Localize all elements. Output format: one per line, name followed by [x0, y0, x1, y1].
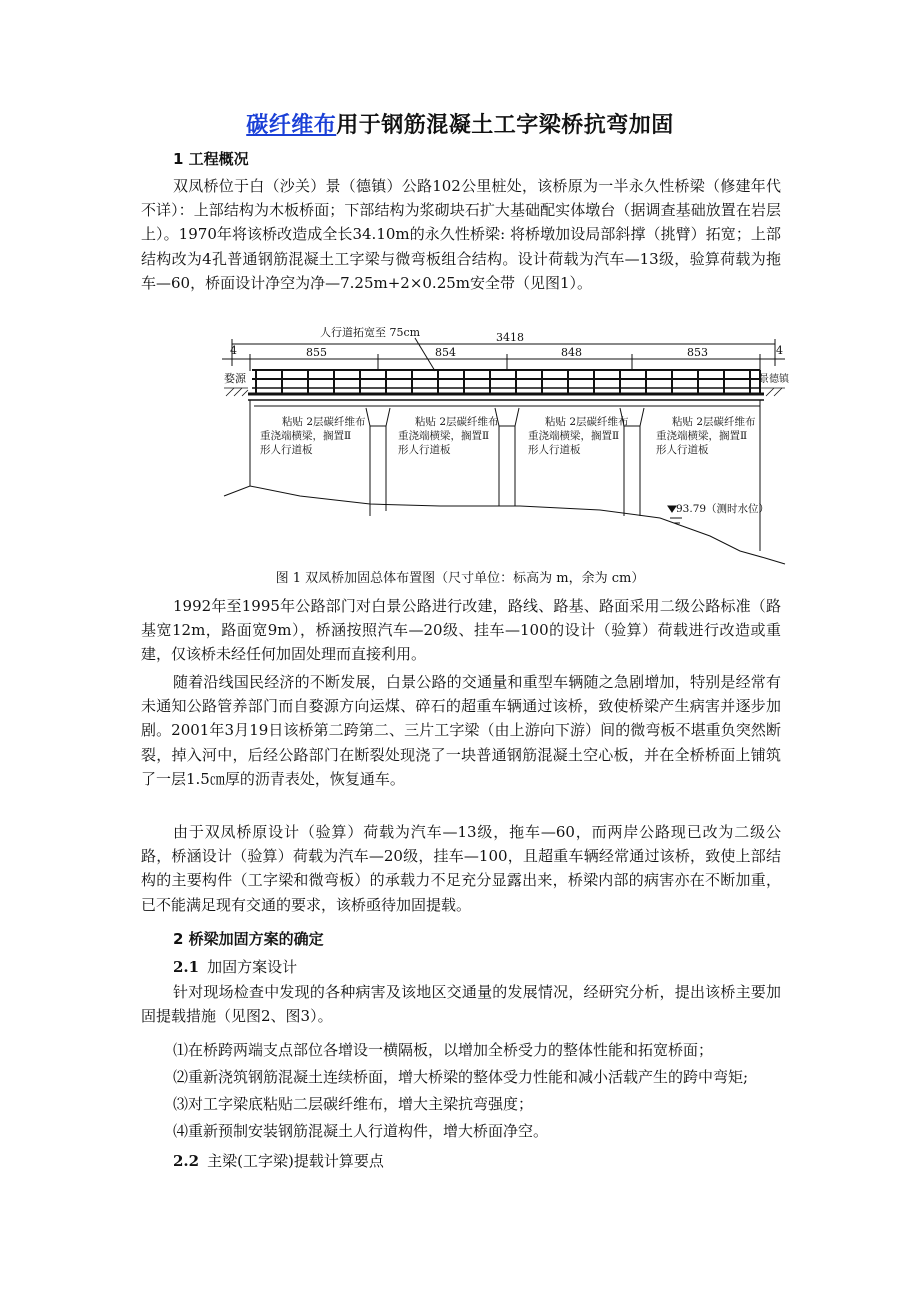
paragraph-1: 双凤桥位于白（沙关）景（德镇）公路102公里桩处，该桥原为一半永久性桥梁（修建年代不详）：上部结构为木板桥面；下部结构为浆砌块石扩大基础配实体墩台（据调查基础放置在岩层上）。1970年将该桥改造成全长34.10m的永久性桥梁: 将桥墩加设局部斜撑（挑臂）拓宽；上部结构改为4孔普通钢筋混凝土工字梁与微弯板组合结构。设计荷载为汽车—13级，验算荷载为拖车—60，桥面设计净空为净—7.25m+2×0.25m安全带（见图1）。 [141, 177, 781, 292]
paragraph-5: 针对现场检查中发现的各种病害及该地区交通量的发展情况，经研究分析，提出该桥主要加固提载措施（见图2、图3）。 [141, 983, 781, 1026]
right-place-label: 景德镇 [759, 374, 789, 385]
left-place-label: 婺源 [224, 372, 246, 385]
water-level-label: 93.79（测时水位） [676, 503, 770, 515]
span-length-3: 848 [561, 346, 582, 359]
span-note-1-line1: 粘贴 2层碳纤维布 [282, 416, 366, 428]
riverbed-line [224, 486, 785, 564]
figure-caption: 图 1 双凤桥加固总体布置图（尺寸单位：标高为 m，余为 cm） [275, 571, 645, 586]
span-note-3-line1: 粘贴 2层碳纤维布 [545, 416, 629, 428]
span-note-1-line2: 重浇端横梁，搁置Ⅱ [260, 430, 352, 442]
subsection-number-2-2: 2.2 [173, 1152, 200, 1170]
bridge-elevation-drawing [220, 326, 789, 571]
end-dim-right: 4 [776, 344, 783, 357]
figure-1 [220, 326, 789, 571]
span-length-4: 853 [687, 346, 708, 359]
list-item: ⑵重新浇筑钢筋混凝土连续桥面，增大桥梁的整体受力性能和减小活载产生的跨中弯矩; [173, 1068, 749, 1086]
subsection-title-2-2: 主梁(工字梁)提载计算要点 [207, 1152, 384, 1170]
span-note-3-line3: 形人行道板 [528, 444, 581, 456]
title-link[interactable]: 碳纤维布 [246, 113, 337, 138]
list-item: ⑴在桥跨两端支点部位各增设一横隔板，以增加全桥受力的整体性能和拓宽桥面； [173, 1041, 714, 1059]
span-note-4-line3: 形人行道板 [656, 444, 709, 456]
span-note-2-line1: 粘贴 2层碳纤维布 [415, 416, 499, 428]
sidewalk-note: 人行道拓宽至 75cm [320, 326, 421, 339]
subsection-title-2-1: 加固方案设计 [207, 958, 298, 976]
end-dim-left: 4 [230, 344, 237, 357]
total-length: 3418 [496, 331, 524, 344]
span-length-1: 855 [306, 346, 327, 359]
section-heading-1: 1 工程概况 [173, 150, 249, 168]
span-length-2: 854 [435, 346, 456, 359]
paragraph-2: 1992年至1995年公路部门对白景公路进行改建，路线、路基、路面采用二级公路标准（路基宽12m，路面宽9m），桥涵按照汽车—20级、挂车—100的设计（验算）荷载进行改造或重建，仅该桥未经任何加固处理而直接利用。 [141, 597, 781, 664]
subsection-heading-2-1 [173, 956, 297, 977]
subsection-number-2-1: 2.1 [173, 958, 200, 976]
span-notes [260, 415, 756, 456]
title-text: 用于钢筋混凝土工字梁桥抗弯加固 [336, 113, 674, 138]
span-note-1-line3: 形人行道板 [260, 444, 313, 456]
list-item: ⑶对工字梁底粘贴二层碳纤维布，增大主梁抗弯强度； [173, 1095, 534, 1113]
document-title [0, 108, 920, 139]
list-item: ⑷重新预制安装钢筋混凝土人行道构件，增大桥面净空。 [173, 1122, 549, 1140]
span-note-2-line2: 重浇端横梁，搁置Ⅱ [398, 430, 490, 442]
paragraph-4: 由于双凤桥原设计（验算）荷载为汽车—13级，拖车—60，而两岸公路现已改为二级公路，桥涵设计（验算）荷载为汽车—20级，挂车—100，且超重车辆经常通过该桥，致使上部结构的主要构件（工字梁和微弯板）的承载力不足充分显露出来，桥梁内部的病害亦在不断加重，已不能满足现有交通的要求，该桥亟待加固提载。 [141, 823, 781, 914]
span-note-3-line2: 重浇端横梁，搁置Ⅱ [528, 430, 620, 442]
section-heading-2: 2 桥梁加固方案的确定 [173, 930, 324, 948]
span-note-4-line1: 粘贴 2层碳纤维布 [672, 416, 756, 428]
span-note-4-line2: 重浇端横梁，搁置Ⅱ [656, 430, 748, 442]
paragraph-3: 随着沿线国民经济的不断发展，白景公路的交通量和重型车辆随之急剧增加，特别是经常有未通知公路管养部门而自婺源方向运煤、碎石的超重车辆通过该桥，致使桥梁产生病害并逐步加剧。2001年3月19日该桥第二跨第二、三片工字梁（由上游向下游）间的微弯板不堪重负突然断裂，掉入河中，后经公路部门在断裂处现浇了一块普通钢筋混凝土空心板，并在全桥桥面上铺筑了一层1.5㎝厚的沥青表处，恢复通车。 [141, 673, 781, 788]
span-note-2-line3: 形人行道板 [398, 444, 451, 456]
subsection-heading-2-2 [173, 1150, 384, 1171]
railing-posts [256, 370, 760, 394]
